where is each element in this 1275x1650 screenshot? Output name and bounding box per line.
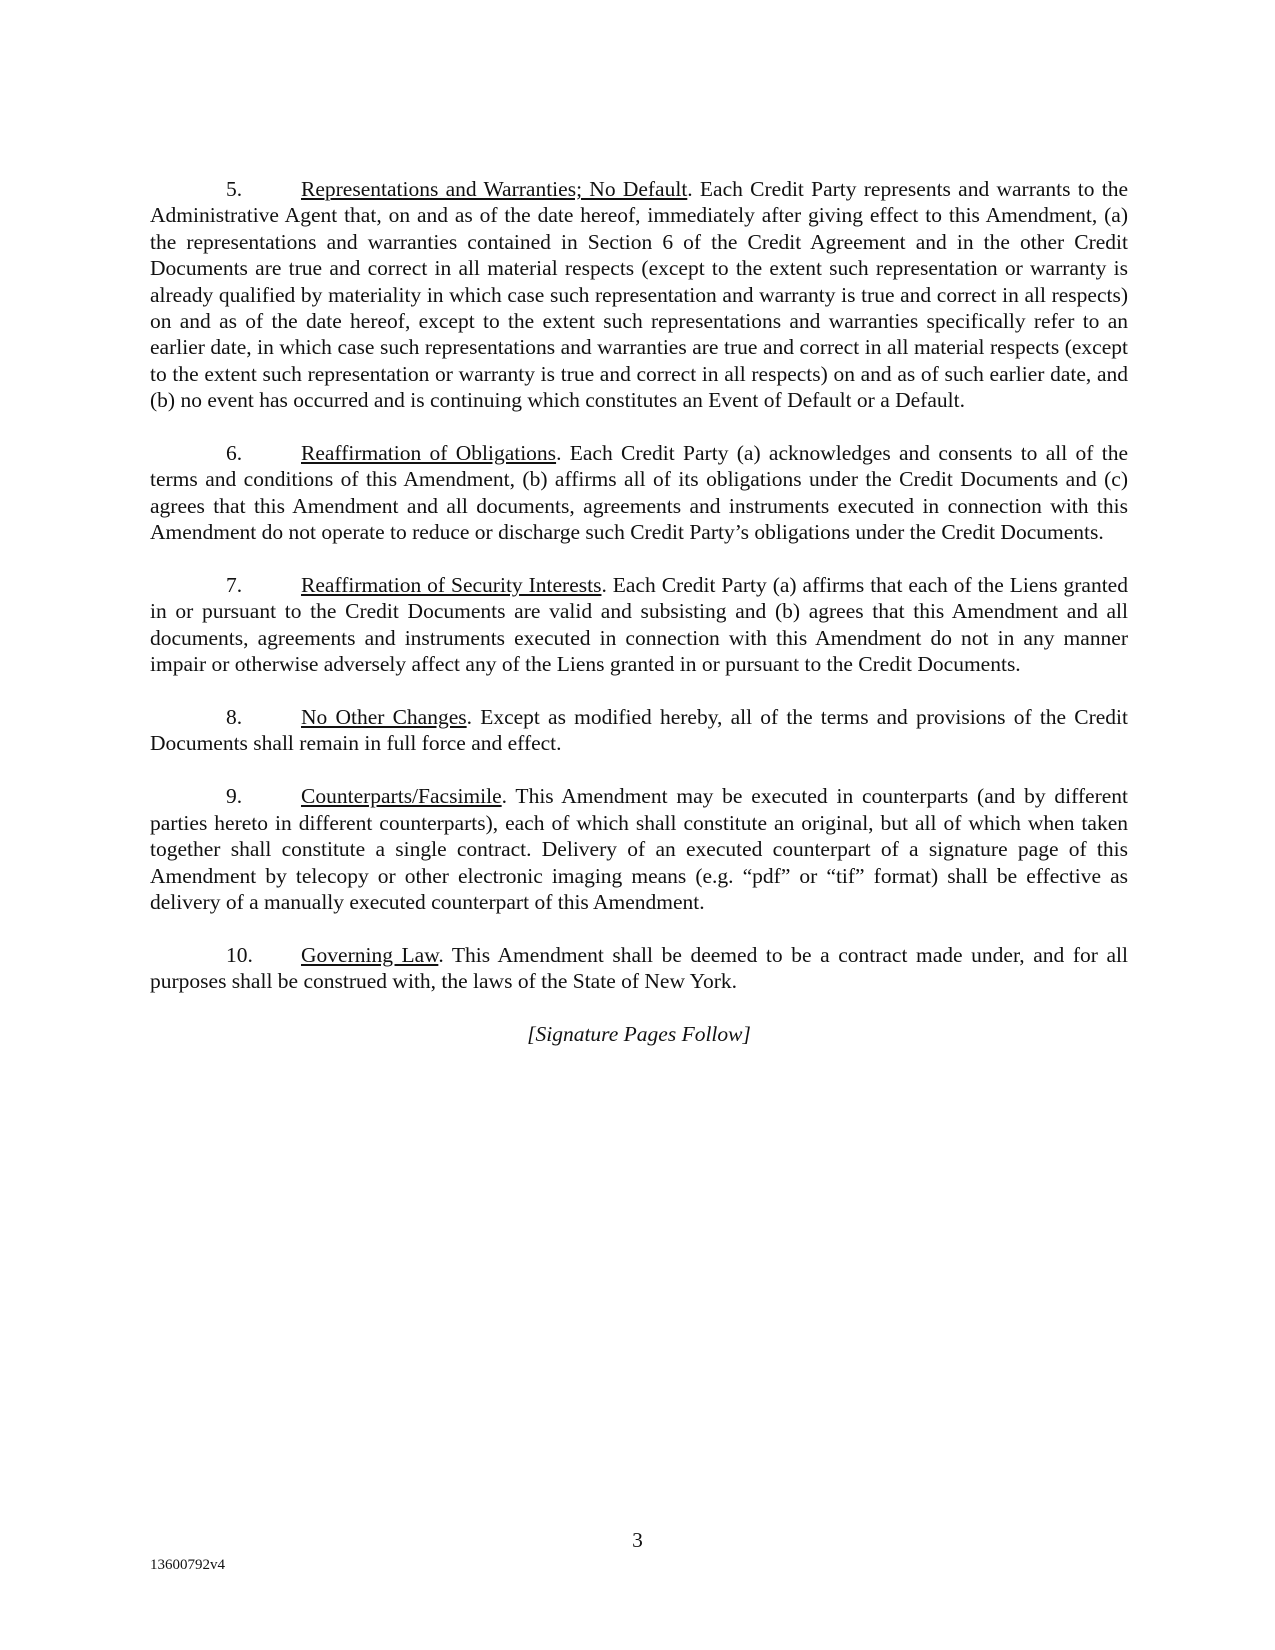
section-number: 10. — [226, 942, 253, 967]
section-number: 8. — [226, 705, 243, 730]
page-number: 3 — [632, 1528, 643, 1552]
section-number: 5. — [226, 177, 243, 201]
section-heading: Governing Law — [301, 942, 439, 967]
section-heading: Representations and Warranties; No Default — [301, 177, 688, 201]
document-body — [150, 176, 1128, 1047]
section-10 — [150, 942, 1128, 995]
section-body: . Each Credit Party (a) acknowledges and consents to all of the terms and conditions of this Amendment, (b) affirms all of its obligations under the Credit Documents and (c) agrees that this Amendment and all documents, agreements and instruments executed in connection with this Amendment do not operate to reduce or discharge such Credit Party’s obligations under the Credit Documents. — [150, 441, 1128, 545]
section-heading: Counterparts/Facsimile — [301, 784, 502, 809]
section-number: 6. — [226, 441, 243, 466]
section-7 — [150, 572, 1128, 678]
section-body: . Each Credit Party (a) affirms that each of the Liens granted in or pursuant to the Credit Documents are valid and subsisting and (b) agrees that this Amendment and all documents, agreements and instruments executed in connection with this Amendment do not in any manner impair or otherwise adversely affect any of the Liens granted in or pursuant to the Credit Documents. — [150, 573, 1128, 677]
section-9 — [150, 783, 1128, 915]
section-body: . Each Credit Party represents and warrants to the Administrative Agent that, on and as of the date hereof, immediately after giving effect to this Amendment, (a) the representations and warranties contained in Section 6 of the Credit Agreement and in the other Credit Documents are true and correct in all material respects (except to the extent such representation or warranty is already qualified by materiality in which case such representation and warranty is true and correct in all respects) on and as of the date hereof, except to the extent such representations and warranties specifically refer to an earlier date, in which case such representations and warranties are true and correct in all material respects (except to the extent such representation or warranty is true and correct in all respects) on and as of such earlier date, and (b) no event has occurred and is continuing which constitutes an Event of Default or a Default. — [150, 177, 1128, 413]
section-heading: Reaffirmation of Security Interests — [301, 573, 602, 598]
section-6 — [150, 440, 1128, 546]
section-5 — [150, 176, 1128, 414]
section-number: 9. — [226, 784, 243, 809]
signature-pages-note: [Signature Pages Follow] — [527, 1021, 751, 1046]
section-body: . This Amendment may be executed in counterparts (and by different parties hereto in different counterparts), each of which shall constitute an original, but all of which when taken together shall constitute a single contract. Delivery of an executed counterpart of a signature page of this Amendment by telecopy or other electronic imaging means (e.g. “pdf” or “tif” format) shall be effective as delivery of a manually executed counterpart of this Amendment. — [150, 784, 1128, 914]
section-number: 7. — [226, 573, 243, 598]
section-body: . Except as modified hereby, all of the terms and provisions of the Credit Documents shall remain in full force and effect. — [150, 705, 1128, 756]
section-8 — [150, 704, 1128, 757]
section-heading: No Other Changes — [301, 705, 467, 730]
section-body: . This Amendment shall be deemed to be a contract made under, and for all purposes shall be construed with, the laws of the State of New York. — [150, 942, 1128, 994]
section-heading: Reaffirmation of Obligations — [301, 441, 557, 466]
document-id: 13600792v4 — [150, 1557, 225, 1573]
